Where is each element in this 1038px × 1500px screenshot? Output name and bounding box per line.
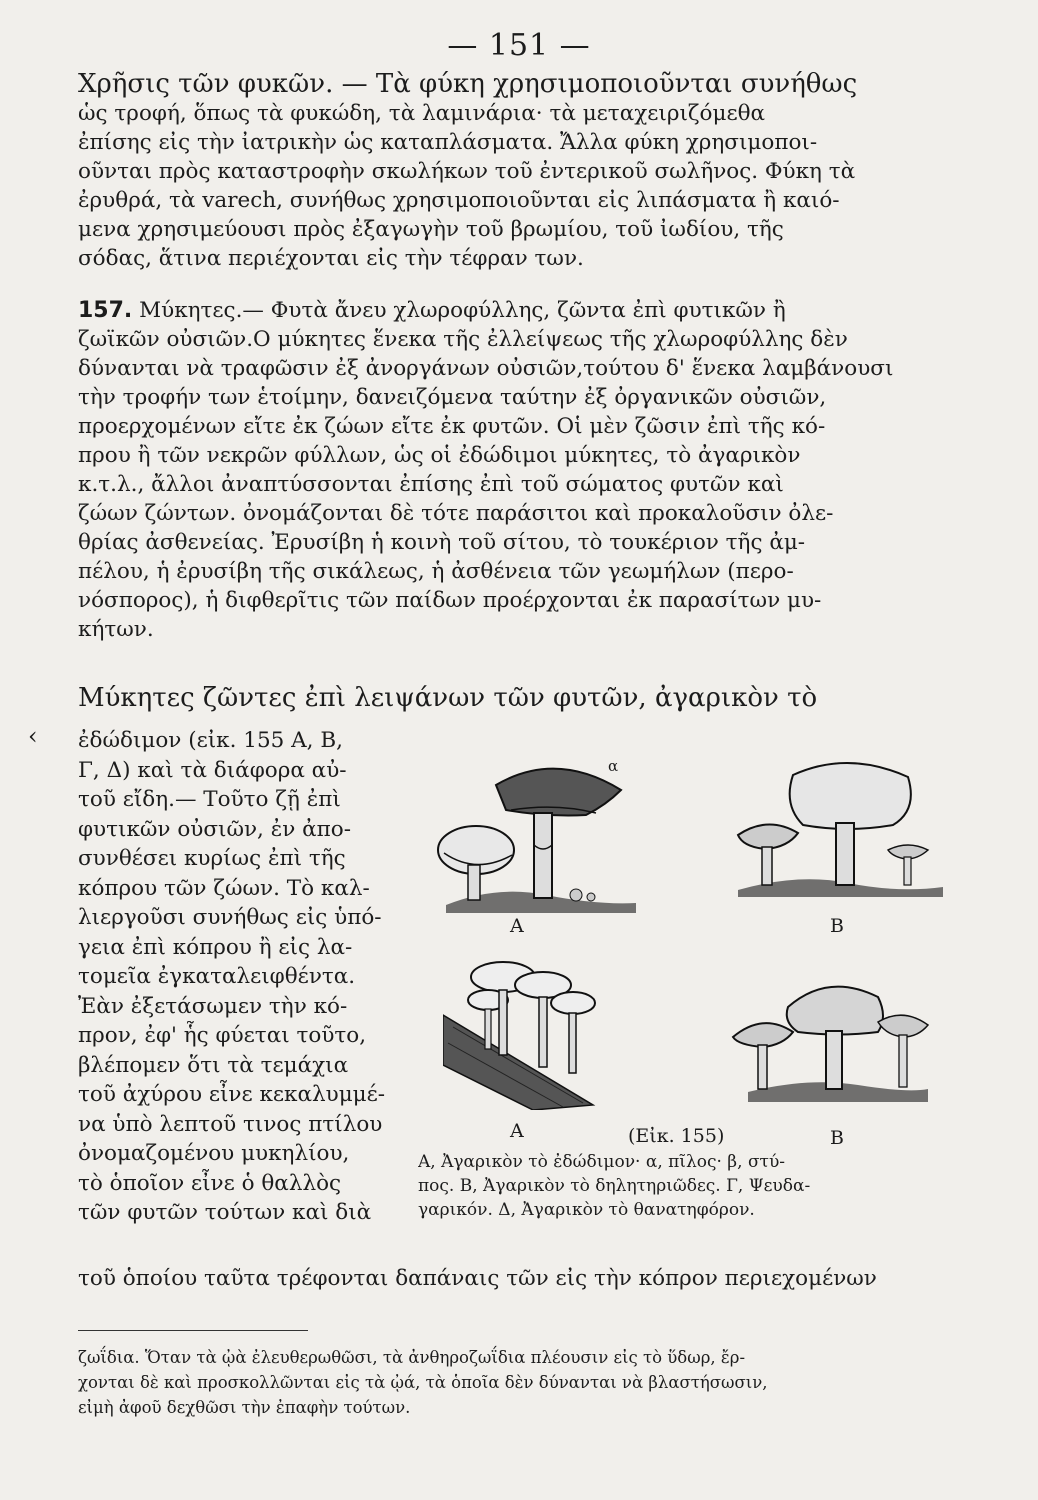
figure-label-a-bottom: Α <box>510 1120 524 1142</box>
figure-label-alpha: α <box>608 757 619 775</box>
text-line: ἐπίσης εἰς τὴν ἰατρικὴν ὡς καταπλάσματα. Ἄλλα φύκη χρησιμοποι- <box>78 130 818 155</box>
text-line: Ἐὰν ἐξετάσωμεν τὴν κό- <box>78 993 348 1019</box>
footnote-line: ζωΐδια. Ὅταν τὰ ᾠὰ ἐλευθερωθῶσι, τὰ ἀνθηροζωΐδια πλέουσιν εἰς τὸ ὕδωρ, ἔρ- <box>78 1348 746 1367</box>
text-line: τοῦ εἴδη.— Τοῦτο ζῇ ἐπὶ <box>78 787 341 812</box>
text-line: θρίας ἀσθενείας. Ἐρυσίβη ἡ κοινὴ τοῦ σίτου, τὸ τουκέριον τῆς ἀμ- <box>78 530 806 555</box>
text-line: φυτικῶν οὐσιῶν, ἐν ἀπο- <box>78 816 352 842</box>
footnote <box>78 1345 938 1420</box>
footnote-rule <box>78 1330 308 1331</box>
mushroom-b-poisonous-drawing <box>728 755 948 905</box>
caption-line: γαρικόν. Δ, Ἀγαρικὸν τὸ θανατηφόρον. <box>418 1200 755 1220</box>
text-line: γεια ἐπὶ κόπρου ἢ εἰς λα- <box>78 934 353 960</box>
text-line: κόπρου τῶν ζώων. Τὸ καλ- <box>78 875 370 901</box>
text-line: ἐρυθρά, τὰ varech, συνήθως χρησιμοποιοῦνται εἰς λιπάσματα ἢ καιό- <box>78 188 840 213</box>
section-first-line <box>78 296 940 325</box>
text-line: να ὑπὸ λεπτοῦ τινος πτίλου <box>78 1111 383 1137</box>
text-line: νόσπορος), ἡ διφθερῖτις τῶν παίδων προέρχονται ἐκ παρασίτων μυ- <box>78 588 822 613</box>
footnote-line: χονται δὲ καὶ προσκολλῶνται εἰς τὰ ᾠά, τὰ ὁποῖα δὲν δύνανται νὰ βλαστήσωσιν, <box>78 1373 768 1392</box>
subsection-heading <box>78 684 940 713</box>
text-line: κήτων. <box>78 617 154 642</box>
text-line: δύνανται νὰ τραφῶσιν ἐξ ἀνοργάνων οὐσιῶν,τούτου δ' ἕνεκα λαμβάνουσι <box>78 356 894 381</box>
text-line: τοῦ ὁποίου ταῦτα τρέφονται δαπάναις τῶν εἰς τὴν κόπρον περιεχομένων <box>78 1266 877 1291</box>
text-line: βλέπομεν ὅτι τὰ τεμάχια <box>78 1052 349 1078</box>
text-line: ὡς τροφή, ὅπως τὰ φυκώδη, τὰ λαμινάρια· τὰ μεταχειριζόμεθα <box>78 101 766 126</box>
text-line: πρου ἢ τῶν νεκρῶν φύλλων, ὡς οἱ ἐδώδιμοι μύκητες, τὸ ἀγαρικὸν <box>78 443 801 468</box>
caption-line: Α, Ἀγαρικὸν τὸ ἐδώδιμον· α, πῖλος· β, στύ- <box>418 1152 786 1172</box>
text-line: τῶν φυτῶν τούτων καὶ διὰ <box>78 1200 372 1225</box>
text-line: λιεργοῦσι συνήθως εἰς ὑπό- <box>78 905 382 930</box>
figure-caption <box>418 1150 953 1222</box>
footnote-line: εἰμὴ ἀφοῦ δεχθῶσι τὴν ἐπαφὴν τούτων. <box>78 1398 411 1417</box>
text-line: ὀνομαζομένου μυκηλίου, <box>78 1141 350 1166</box>
text-line: Χρῆσις τῶν φυκῶν. — Τὰ φύκη χρησιμοποιοῦνται συνήθως <box>78 70 858 99</box>
text-line: προν, ἐφ' ἧς φύεται τοῦτο, <box>78 1023 367 1048</box>
subsection-heading-line: Μύκητες ζῶντες ἐπὶ λειψάνων τῶν φυτῶν, ἀγαρικὸν τὸ <box>78 684 818 713</box>
figure-title <box>628 1125 724 1147</box>
text-line: κ.τ.λ., ἄλλοι ἀναπτύσσονται ἐπίσης ἐπὶ τοῦ σώματος φυτῶν καὶ <box>78 472 784 497</box>
intro-paragraph <box>78 70 940 273</box>
text-line: συνθέσει κυρίως ἐπὶ τῆς <box>78 846 346 871</box>
mushroom-d-death-cap-drawing <box>728 967 938 1107</box>
text-line: τομεῖα ἐγκαταλειφθέντα. <box>78 964 356 989</box>
text-line: οῦνται πρὸς καταστροφὴν σκωλήκων τοῦ ἐντερικοῦ σωλῆνος. Φύκη τὰ <box>78 159 856 184</box>
section-number: 157. <box>78 298 133 323</box>
margin-mark: ‹ <box>28 722 38 750</box>
text-line: ἐδώδιμον (εἰκ. 155 Α, Β, <box>78 728 343 753</box>
text-line: σόδας, ἅτινα περιέχονται εἰς τὴν τέφραν των. <box>78 246 584 271</box>
left-column-text <box>78 726 408 1228</box>
text-line: προερχομένων εἴτε ἐκ ζώων εἴτε ἐκ φυτῶν. Οἱ μὲν ζῶσιν ἐπὶ τῆς κό- <box>78 414 826 439</box>
text-line: τὴν τροφήν των ἑτοίμην, δανειζόμενα ταύτην ἐξ ὀργανικῶν οὐσιῶν, <box>78 385 827 410</box>
figure-label-b-bottom: Β <box>830 1127 844 1149</box>
figure-label-b-top: Β <box>830 915 844 937</box>
text-line: Γ, Δ) καὶ τὰ διάφορα αὐ- <box>78 757 347 783</box>
caption-line: πος. Β, Ἀγαρικὸν τὸ δηλητηριῶδες. Γ, Ψευδα- <box>418 1176 811 1196</box>
text-line: τὸ ὁποῖον εἶνε ὁ θαλλὸς <box>78 1170 342 1196</box>
section-157 <box>78 296 940 644</box>
text-line: ζωϊκῶν οὐσιῶν.Ο μύκητες ἕνεκα τῆς ἐλλείψεως τῆς χλωροφύλλης δὲν <box>78 327 848 352</box>
text-line: πέλου, ἡ ἐρυσίβη τῆς σικάλεως, ἡ ἀσθένεια τῶν γεωμήλων (περο- <box>78 559 794 584</box>
text-line: τοῦ ἀχύρου εἶνε κεκαλυμμέ- <box>78 1082 386 1107</box>
mushroom-a-edible-drawing <box>436 755 646 920</box>
text-line: μενα χρησιμεύουσι πρὸς ἐξαγωγὴν τοῦ βρωμίου, τοῦ ἰωδίου, τῆς <box>78 217 784 242</box>
page-number: — 151 — <box>447 28 591 63</box>
text-line: ζώων ζώντων. ὀνομάζονται δὲ τότε παράσιτοι καὶ προκαλοῦσιν ὀλε- <box>78 501 834 526</box>
figure-title-text: (Εἰκ. 155) <box>628 1125 725 1147</box>
mushroom-c-pseudo-agaric-drawing <box>443 955 643 1110</box>
figure-label-a-top: Α <box>510 915 524 937</box>
section-heading-text: Μύκητες.— Φυτὰ ἄνευ χλωροφύλλης, ζῶντα ἐπὶ φυτικῶν ἢ <box>139 298 786 323</box>
